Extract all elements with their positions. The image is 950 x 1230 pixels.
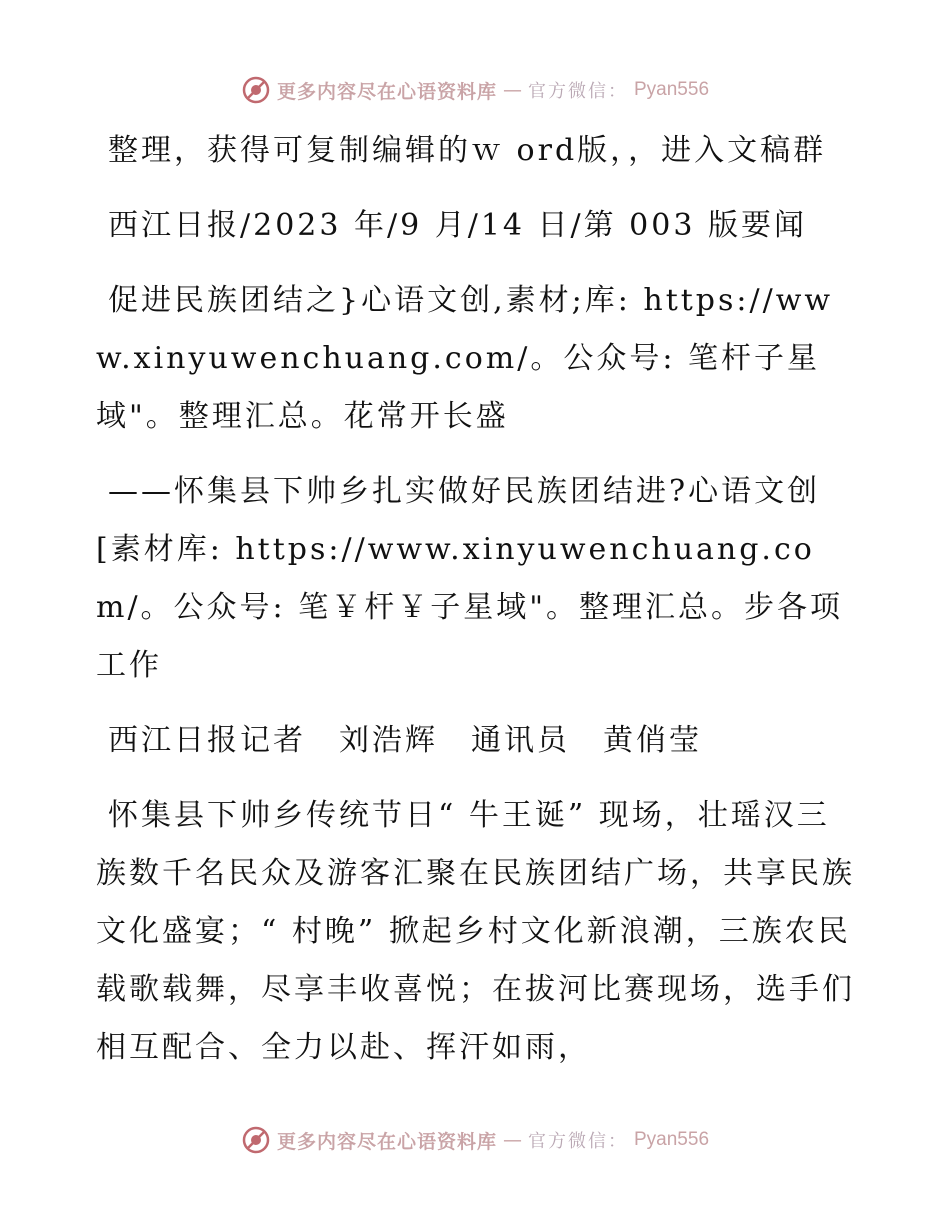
footer-watermark-banner — [0, 1120, 950, 1160]
doc-paragraph-subheadline: ——怀集县下帅乡扎实做好民族团结进?心语文创[素材库: https://www.xinyuwenchuang.com/。公众号: 笔￥杆￥子星域"。整理汇总。步各项工作 — [96, 474, 843, 683]
banner-wechat-id: Pyan556 — [634, 1129, 710, 1150]
banner-wechat-id: Pyan556 — [634, 79, 710, 100]
banner-brand-text: 更多内容尽在心语资料库 — [276, 80, 497, 103]
doc-paragraph-intro: 整理，获得可复制编辑的ｗ ord版，，进入文稿群 — [108, 133, 827, 168]
brand-logo-icon — [241, 75, 271, 105]
doc-paragraph-source: 西江日报/2023 年/9 月/14 日/第 003 版要闻 — [108, 208, 807, 243]
banner-brand-text: 更多内容尽在心语资料库 — [276, 1130, 497, 1153]
banner-wechat-label: 官方微信： — [528, 1131, 628, 1152]
header-watermark-banner — [0, 70, 950, 110]
doc-paragraph-byline: 西江日报记者 刘浩辉 通讯员 黄俏莹 — [108, 723, 702, 758]
doc-paragraph-headline: 促进民族团结之}心语文创,素材;库: https://www.xinyuwenchuang.com/。公众号: 笔杆子星域"。整理汇总。花常开长盛 — [96, 283, 834, 434]
brand-logo-icon — [241, 1125, 271, 1155]
banner-dash: — — [503, 1129, 522, 1151]
banner-dash: — — [503, 79, 522, 101]
document-body — [96, 122, 856, 1094]
doc-paragraph-body: 怀集县下帅乡传统节日“ 牛王诞” 现场，壮瑶汉三族数千名民众及游客汇聚在民族团结广场，共享民族文化盛宴；“ 村晚” 掀起乡村文化新浪潮，三族农民载歌载舞，尽享丰收喜悦；在拔河比赛现场，选手们相互配合、全力以赴、挥汗如雨， — [96, 798, 855, 1065]
banner-wechat-label: 官方微信： — [528, 81, 628, 102]
